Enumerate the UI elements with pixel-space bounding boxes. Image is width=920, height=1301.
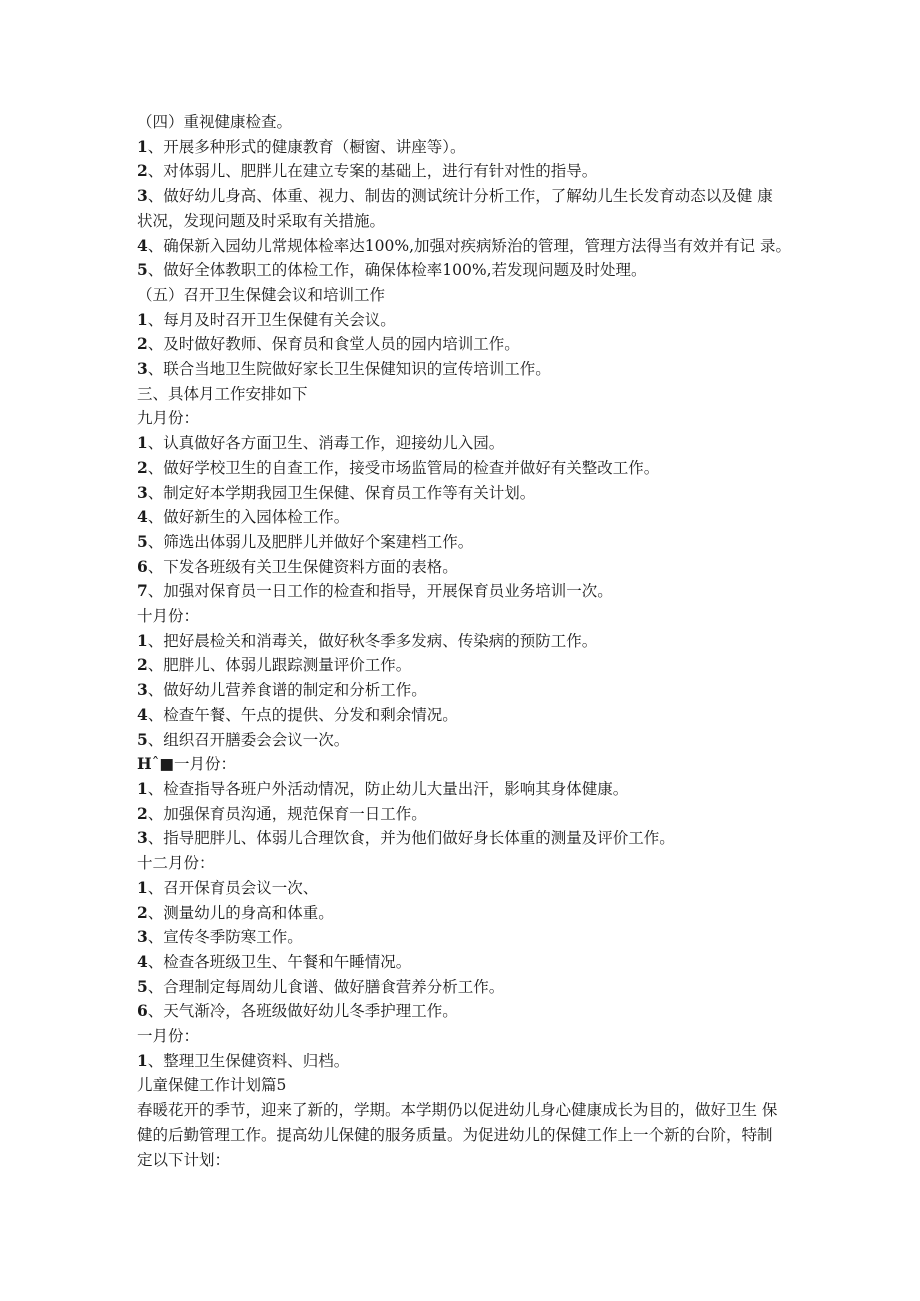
text-line [137,481,787,506]
text-line [137,456,787,481]
text-line [137,1098,787,1123]
line-text: 、把好晨检关和消毒关，做好秋冬季多发病、传染病的预防工作。 [147,631,598,650]
line-text: 、加强保育员沟通，规范保育一日工作。 [147,804,427,823]
text-line [137,406,787,431]
line-text: 、组织召开膳委会会议一次。 [147,730,350,749]
line-text: 九月份： [137,409,200,428]
line-text: 十月份： [137,607,200,626]
line-text: 、认真做好各方面卫生、消毒工作，迎接幼儿入园。 [147,434,505,453]
text-line [137,1024,787,1049]
line-text: 、肥胖儿、体弱儿跟踪测量评价工作。 [147,656,412,675]
text-line [137,678,787,703]
text-line [137,184,787,209]
line-text: 一月份： [137,1027,200,1046]
item-number: H [137,754,152,774]
line-text: 、检查各班级卫生、午餐和午睡情况。 [147,952,412,971]
line-text: 、下发各班级有关卫生保健资料方面的表格。 [147,557,458,576]
text-line [137,258,787,283]
text-line [137,332,787,357]
line-text: 健的后勤管理工作。提高幼儿保健的服务质量。为促进幼儿的保健工作上一个新的台阶，特制 [137,1125,773,1144]
item-number: 3 [137,927,148,947]
line-text: 、测量幼儿的身高和体重。 [147,903,334,922]
item-number: 1 [137,1050,148,1070]
item-number: 3 [137,186,148,206]
line-text: 、制定好本学期我园卫生保健、保育员工作等有关计划。 [147,483,536,502]
text-line [137,703,787,728]
text-line [137,135,787,160]
line-text: 、做好新生的入园体检工作。 [147,508,350,527]
item-number: 1 [137,136,148,156]
item-number: 2 [137,655,148,675]
line-text: 、天气渐冷，各班级做好幼儿冬季护理工作。 [147,1002,458,1021]
text-line [137,629,787,654]
item-number: 2 [137,902,148,922]
line-text: 、做好学校卫生的自查工作，接受市场监管局的检查并做好有关整改工作。 [147,458,660,477]
item-number: 1 [137,630,148,650]
item-number: 2 [137,334,148,354]
item-number: 3 [137,482,148,502]
item-number: 3 [137,680,148,700]
text-line [137,802,787,827]
text-line [137,505,787,530]
line-text: 、开展多种形式的健康教育（橱窗、讲座等）。 [147,137,466,156]
line-text: 儿童保健工作计划篇5 [137,1076,287,1095]
item-number: 5 [137,729,148,749]
text-line [137,653,787,678]
text-line [137,110,787,135]
item-number: 4 [137,951,148,971]
text-line [137,1049,787,1074]
line-text: 、指导肥胖儿、体弱儿合理饮食，并为他们做好身长体重的测量及评价工作。 [147,829,675,848]
text-line [137,308,787,333]
line-text: 、对体弱儿、肥胖儿在建立专案的基础上，进行有针对性的指导。 [147,162,598,181]
text-line [137,1148,787,1173]
text-line [137,159,787,184]
line-text: 、及时做好教师、保育员和食堂人员的园内培训工作。 [147,335,520,354]
line-text: 、每月及时召开卫生保健有关会议。 [147,310,396,329]
line-text: 、做好幼儿身高、体重、视力、制齿的测试统计分析工作，了解幼儿生长发育动态以及健 康 [147,187,773,206]
item-number: 4 [137,704,148,724]
line-text: 、筛选出体弱儿及肥胖儿并做好个案建档工作。 [147,532,474,551]
item-number: 6 [137,556,148,576]
item-number: 5 [137,976,148,996]
line-text: 春暖花开的季节，迎来了新的，学期。本学期仍以促进幼儿身心健康成长为目的，做好卫生 保 [137,1101,778,1120]
line-text: 状况，发现问题及时采取有关措施。 [137,211,386,230]
item-number: 7 [137,581,148,601]
text-line [137,382,787,407]
text-line [137,876,787,901]
text-line [137,950,787,975]
line-text: 三、具体月工作安排如下 [137,384,308,403]
text-line [137,901,787,926]
text-line [137,234,791,259]
text-line [137,209,787,234]
line-text: 、加强对保育员一日工作的检查和指导，开展保育员业务培训一次。 [147,582,613,601]
item-number: 1 [137,877,148,897]
item-number: 1 [137,433,148,453]
text-line [137,925,787,950]
item-number: 2 [137,457,148,477]
text-line [137,1073,787,1098]
line-text: 、联合当地卫生院做好家长卫生保健知识的宣传培训工作。 [147,360,551,379]
line-text: 、合理制定每周幼儿食谱、做好膳食营养分析工作。 [147,977,505,996]
line-text: 、做好全体教职工的体检工作，确保体检率100%,若发现问题及时处理。 [147,261,647,280]
item-number: 4 [137,507,148,527]
item-number: 2 [137,161,148,181]
item-number: 6 [137,1001,148,1021]
item-number: 3 [137,359,148,379]
text-line [137,555,787,580]
line-text: 、整理卫生保健资料、归档。 [147,1051,350,1070]
line-text: （五）召开卫生保健会议和培训工作 [137,285,386,304]
item-number: 2 [137,803,148,823]
text-line [137,431,787,456]
item-number: 3 [137,828,148,848]
line-text: 、检查指导各班户外活动情况，防止幼儿大量出汗，影响其身体健康。 [147,779,629,798]
text-line [137,777,787,802]
text-line [137,1123,787,1148]
text-line [137,357,787,382]
document-body [137,110,791,1172]
text-line [137,999,787,1024]
item-number: 1 [137,778,148,798]
text-line [137,530,787,555]
line-text: ˆ■一月份： [151,755,237,774]
item-number: 5 [137,260,148,280]
line-text: 十二月份： [137,854,215,873]
line-text: 、做好幼儿营养食谱的制定和分析工作。 [147,681,427,700]
text-line [137,604,787,629]
item-number: 4 [137,235,148,255]
text-line [137,283,787,308]
line-text: 定以下计划： [137,1150,231,1169]
item-number: 1 [137,309,148,329]
text-line [137,752,787,777]
text-line [137,579,787,604]
line-text: 、检查午餐、午点的提供、分发和剩余情况。 [147,705,458,724]
line-text: 、召开保育员会议一次、 [147,878,319,897]
text-line [137,975,787,1000]
text-line [137,728,787,753]
text-line [137,851,787,876]
line-text: 、宣传冬季防寒工作。 [147,928,303,947]
text-line [137,826,787,851]
line-text: 、确保新入园幼儿常规体检率达100%,加强对疾病矫治的管理，管理方法得当有效并有记 录。 [147,236,791,255]
line-text: （四）重视健康检查。 [137,113,293,131]
item-number: 5 [137,531,148,551]
